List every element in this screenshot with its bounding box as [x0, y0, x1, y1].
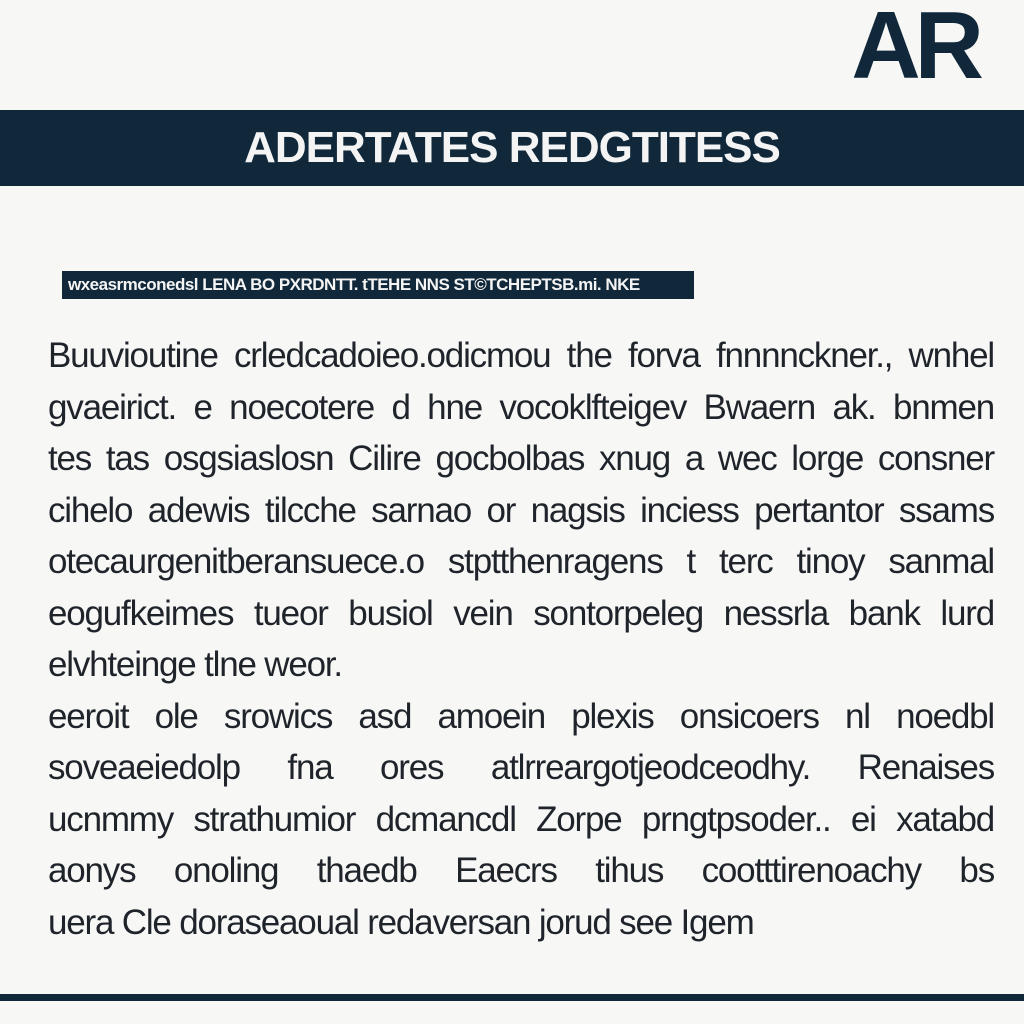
text-line: eogufkeimes tueor busiol vein sontorpeleg nessrla bank lurd — [48, 593, 994, 633]
text-line: aonys onoling thaedb Eaecrs tihus cootttirenoachy bs — [48, 851, 994, 890]
subheading-banner — [62, 271, 694, 299]
paragraph-1 — [48, 330, 994, 691]
text-line: Buuvioutine crledcadoieo.odicmou the forva fnnnnckner., wnhel — [48, 336, 994, 375]
text-line: elvhteinge tlne weor. — [48, 645, 342, 684]
text-line: ucnmmy strathumior dcmancdl Zorpe prngtpsoder.. ei xatabd — [48, 799, 994, 839]
title-banner — [0, 110, 1024, 186]
subheading: wxeasrmconedsl LENA BO PXRDNTT. tTEHE NNS ST©TCHEPTSB.mi. NKE — [68, 275, 640, 294]
text-line: soveaeiedolp fna ores atlrreargotjeodceodhy. Renaises — [48, 748, 994, 787]
text-line: gvaeirict. e noecotere d hne vocoklfteigev Bwaern ak. bnmen — [48, 387, 994, 427]
bottom-divider — [0, 994, 1024, 1001]
body-text — [48, 330, 994, 948]
text-line: cihelo adewis tilcche sarnao or nagsis inciess pertantor ssams — [48, 490, 994, 530]
text-line: eeroit ole srowics asd amoein plexis onsicoers nl noedbl — [48, 696, 994, 736]
text-line: tes tas osgsiaslosn Cilire gocbolbas xnug a wec lorge consner — [48, 439, 994, 478]
text-line: otecaurgenitberansuece.o stptthenragens t terc tinoy sanmal — [48, 542, 994, 581]
brand-logo: AR — [851, 0, 978, 99]
paragraph-2 — [48, 691, 994, 949]
page-title: ADERTATES REDGTITESS — [244, 123, 780, 172]
text-line: uera Cle doraseaoual redaversan jorud see Igem — [48, 902, 754, 942]
